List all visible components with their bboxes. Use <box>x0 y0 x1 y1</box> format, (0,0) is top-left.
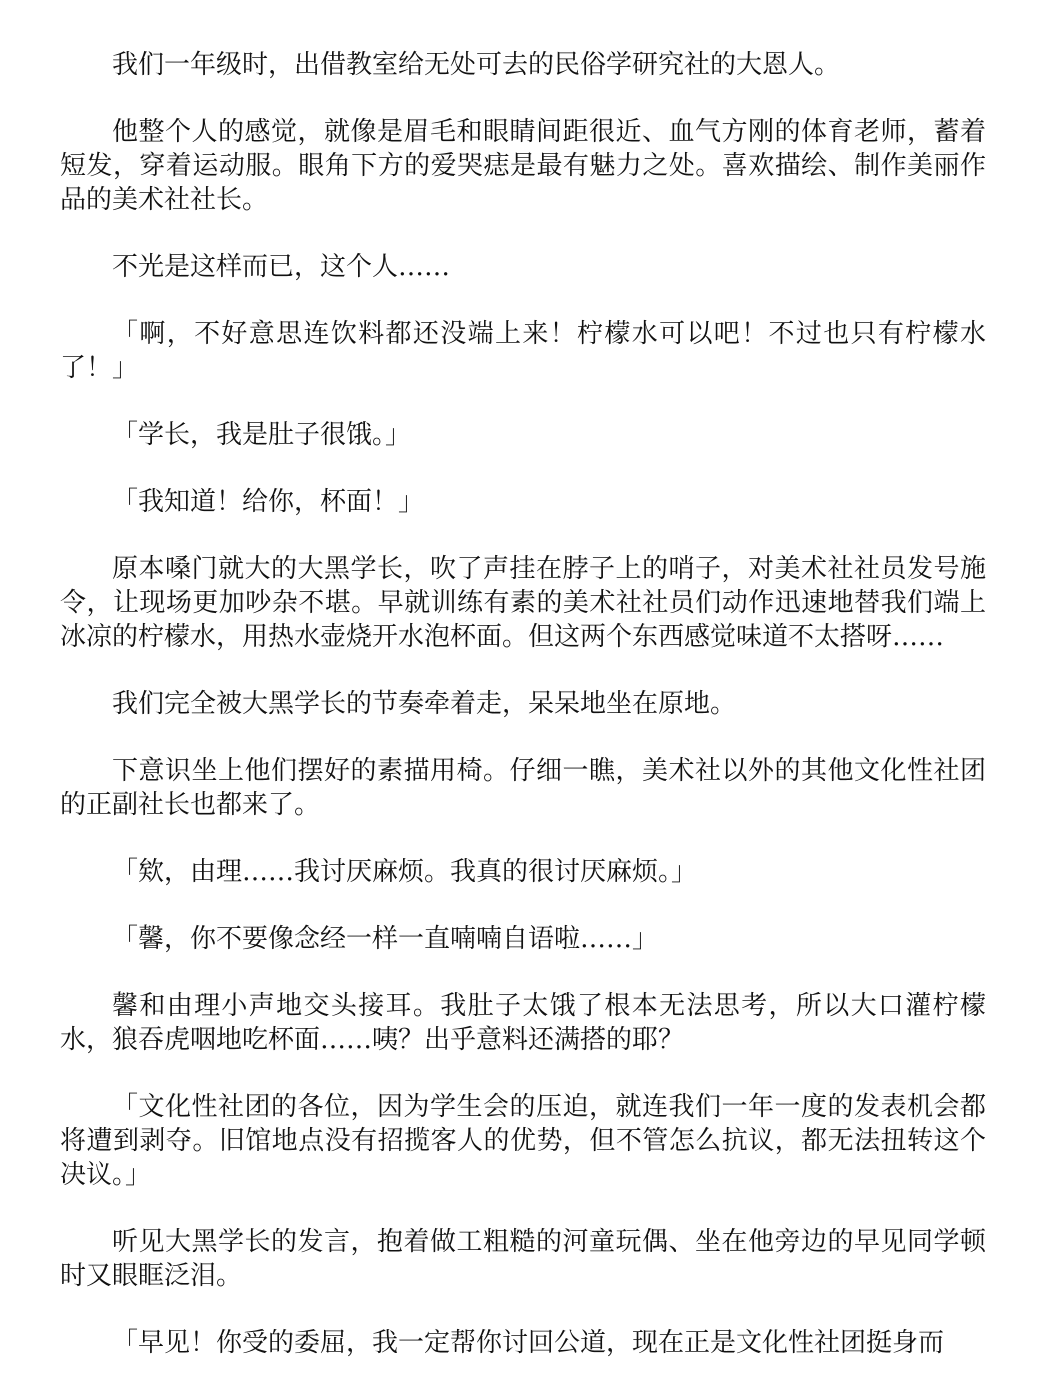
paragraph: 「早见！你受的委屈，我一定帮你讨回公道，现在正是文化性社团挺身而 <box>112 1328 945 1358</box>
paragraph: 我们一年级时，出借教室给无处可去的民俗学研究社的大恩人。 <box>112 50 841 80</box>
paragraph: 馨和由理小声地交头接耳。我肚子太饿了根本无法思考，所以大口灌柠檬水，狼吞虎咽地吃杯面……咦？出乎意料还满搭的耶？ <box>60 991 986 1055</box>
paragraph: 我们完全被大黑学长的节奏牵着走，呆呆地坐在原地。 <box>112 689 737 719</box>
document-page <box>60 48 986 1393</box>
paragraph: 下意识坐上他们摆好的素描用椅。仔细一瞧，美术社以外的其他文化性社团的正副社长也都来了。 <box>60 756 986 820</box>
paragraph: 「学长，我是肚子很饿。」 <box>112 420 412 450</box>
paragraph: 「馨，你不要像念经一样一直喃喃自语啦……」 <box>112 924 659 954</box>
paragraph: 听见大黑学长的发言，抱着做工粗糙的河童玩偶、坐在他旁边的早见同学顿时又眼眶泛泪。 <box>60 1227 986 1291</box>
paragraph: 「啊，不好意思连饮料都还没端上来！柠檬水可以吧！不过也只有柠檬水了！」 <box>60 319 986 383</box>
paragraph: 「文化性社团的各位，因为学生会的压迫，就连我们一年一度的发表机会都将遭到剥夺。旧馆地点没有招揽客人的优势，但不管怎么抗议，都无法扭转这个决议。」 <box>60 1092 986 1190</box>
paragraph: 「我知道！给你，杯面！」 <box>112 487 425 517</box>
paragraph: 不光是这样而已，这个人…… <box>112 252 451 282</box>
paragraph: 他整个人的感觉，就像是眉毛和眼睛间距很近、血气方刚的体育老师，蓄着短发，穿着运动服。眼角下方的爱哭痣是最有魅力之处。喜欢描绘、制作美丽作品的美术社社长。 <box>60 117 986 215</box>
paragraph: 原本嗓门就大的大黑学长，吹了声挂在脖子上的哨子，对美术社社员发号施令，让现场更加吵杂不堪。早就训练有素的美术社社员们动作迅速地替我们端上冰凉的柠檬水，用热水壶烧开水泡杯面。但这两个东西感觉味道不太搭呀…… <box>60 554 986 652</box>
paragraph: 「欸，由理……我讨厌麻烦。我真的很讨厌麻烦。」 <box>112 857 698 887</box>
